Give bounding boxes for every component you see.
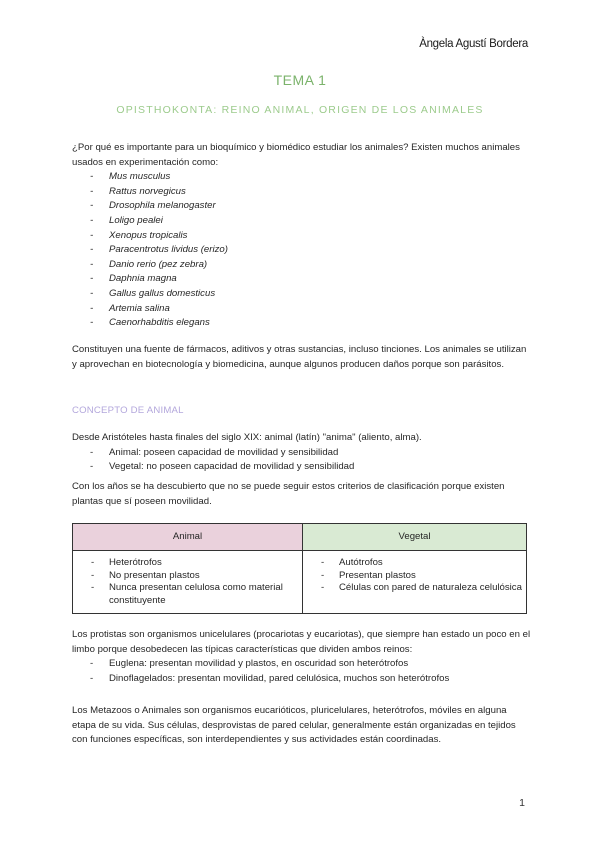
animal-traits-list	[79, 557, 298, 607]
criteria-paragraph: Con los años se ha descubierto que no se puede seguir estos criterios de clasificación porque existen plantas que sí poseen movilidad.	[72, 481, 505, 507]
vegetal-trait: - Autótrofos	[309, 557, 522, 570]
intro-paragraph: ¿Por qué es importante para un bioquímico y biomédico estudiar los animales? Existen muchos animales usados en experimentación como:	[72, 142, 520, 168]
intro-block	[72, 141, 532, 331]
vegetal-trait: - Células con pared de naturaleza celulósica	[309, 582, 522, 595]
table-header-vegetal: Vegetal	[303, 524, 527, 551]
species-item: - Xenopus tropicalis	[72, 229, 532, 244]
history-paragraph: Desde Aristóteles hasta finales del siglo XIX: animal (latín) "anima" (aliento, alma).	[72, 432, 422, 443]
species-item: - Caenorhabditis elegans	[72, 316, 532, 331]
vegetal-traits-list	[309, 557, 522, 595]
table-header-animal: Animal	[73, 524, 303, 551]
comparison-table	[72, 523, 527, 614]
history-item: - Animal: poseen capacidad de movilidad y sensibilidad	[72, 446, 532, 461]
metazoa-paragraph: Los Metazoos o Animales son organismos eucarióticos, pluricelulares, heterótrofos, móviles en alguna etapa de su vida. Sus células, desprovistas de pared celular, generalmente están organizadas en tejidos con funciones específicas, son interdependientes y sus actividades están coordinadas.	[72, 705, 516, 746]
animal-trait: - Heterótrofos	[79, 557, 298, 570]
species-item: - Paracentrotus lividus (erizo)	[72, 243, 532, 258]
history-item: - Vegetal: no poseen capacidad de movilidad y sensibilidad	[72, 460, 532, 475]
species-list	[72, 170, 532, 331]
criteria-block	[72, 480, 532, 509]
protist-item: - Euglena: presentan movilidad y plastos, en oscuridad son heterótrofos	[72, 657, 532, 672]
species-item: - Rattus norvegicus	[72, 185, 532, 200]
species-item: - Loligo pealei	[72, 214, 532, 229]
species-item: - Artemia salina	[72, 302, 532, 317]
history-block	[72, 431, 532, 475]
document-title: TEMA 1	[273, 72, 327, 88]
vegetal-trait: - Presentan plastos	[309, 570, 522, 583]
header-author: Àngela Agustí Bordera	[419, 38, 528, 50]
metazoa-block	[72, 704, 532, 748]
table-row	[73, 551, 527, 614]
species-item: - Mus musculus	[72, 170, 532, 185]
species-item: - Drosophila melanogaster	[72, 199, 532, 214]
uses-block	[72, 343, 532, 372]
animal-trait: - Nunca presentan celulosa como material constituyente	[79, 582, 298, 607]
uses-paragraph: Constituyen una fuente de fármacos, aditivos y otras sustancias, incluso tinciones. Los animales se utilizan y aprovechan en biotecnología y biomedicina, aunque algunos producen daños porque son parásitos.	[72, 344, 527, 370]
table-cell-animal	[73, 551, 303, 614]
history-list	[72, 446, 532, 475]
animal-trait: - No presentan plastos	[79, 570, 298, 583]
species-item: - Danio rerio (pez zebra)	[72, 258, 532, 273]
page-number: 1	[519, 797, 525, 809]
table-cell-vegetal	[303, 551, 527, 614]
section-heading: CONCEPTO DE ANIMAL	[72, 405, 184, 416]
table-header-row	[73, 524, 527, 551]
document-subtitle: OPISTHOKONTA: REINO ANIMAL, ORIGEN DE LOS ANIMALES	[116, 104, 484, 116]
species-item: - Gallus gallus domesticus	[72, 287, 532, 302]
species-item: - Daphnia magna	[72, 272, 532, 287]
protists-block	[72, 628, 532, 686]
protists-list	[72, 657, 532, 686]
protists-paragraph: Los protistas son organismos unicelulares (procariotas y eucariotas), que siempre han estado un poco en el limbo porque desobedecen las típicas características que dividen ambos reinos:	[72, 629, 531, 655]
protist-item: - Dinoflagelados: presentan movilidad, pared celulósica, muchos son heterótrofos	[72, 672, 532, 687]
